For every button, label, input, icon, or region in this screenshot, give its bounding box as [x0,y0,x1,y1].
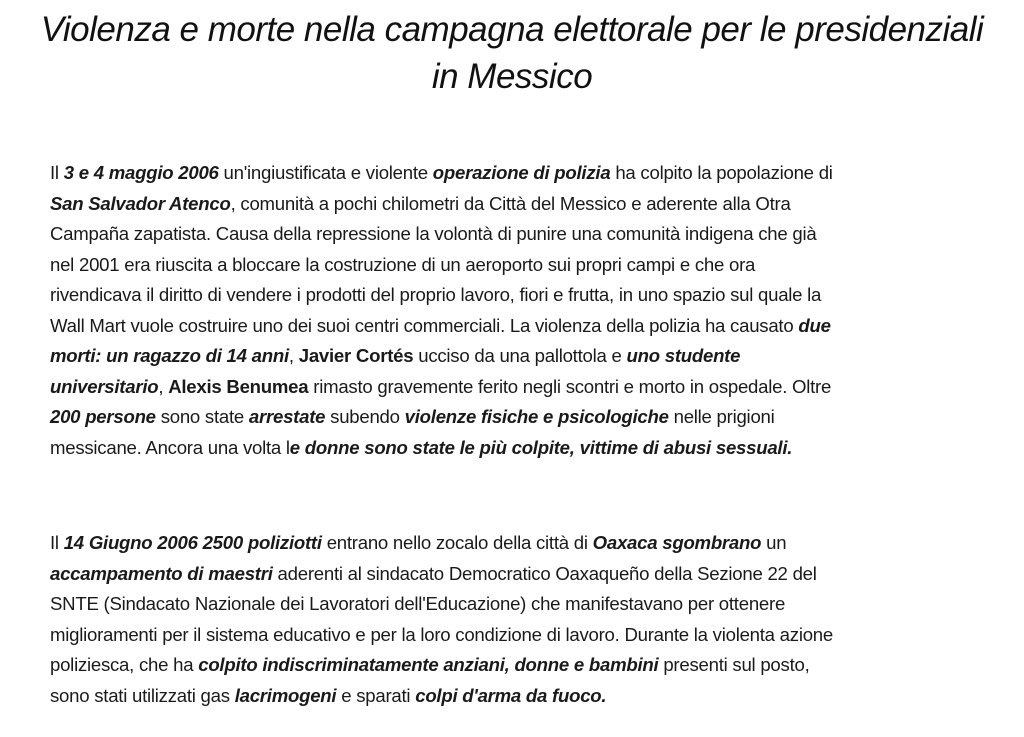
text-run: presenti sul posto, [658,654,810,675]
emphasis-place: Oaxaca sgombrano [592,532,762,553]
emphasis-text: violenze fisiche e psicologiche [404,406,669,427]
text-line [50,158,980,189]
text-line: rivendicava il diritto di vendere i prodotti del proprio lavoro, fiori e frutta, in uno spazio sul quale la [50,284,822,305]
emphasis-text: arrestate [248,406,326,427]
text-line [50,372,980,403]
text-run: Il [50,532,64,553]
text-run: sono state [155,406,249,427]
text-line [50,528,980,559]
text-run: e sparati [336,684,416,706]
text-run: rimasto gravemente ferito negli scontri e morto in ospedale. Oltre [308,375,832,397]
emphasis-text: colpi d'arma da fuoco. [415,684,607,706]
emphasis-text: due [798,314,831,336]
text-line [50,311,980,342]
text-line: Campaña zapatista. Causa della repressione la volontà di punire una comunità indigena che già [50,223,817,244]
text-line [50,189,980,220]
paragraph-atenco [50,158,980,463]
text-run: entrano nello zocalo della città di [321,532,593,553]
text-run: poliziesca, che ha [50,654,199,675]
text-line [50,650,980,681]
emphasis-text: e donne sono state le più colpite, vittime di abusi sessuali. [289,436,793,458]
emphasis-date: 14 Giugno 2006 2500 poliziotti [63,532,322,553]
paragraph-oaxaca [50,528,980,711]
text-run: ucciso da una pallottola e [413,345,627,366]
text-line [50,433,980,464]
text-run: subendo [325,406,405,427]
text-run: un [761,532,787,553]
emphasis-text: uno studente [626,345,741,366]
text-run: Wall Mart vuole costruire uno dei suoi centri commerciali. La violenza della polizia ha causato [50,314,799,336]
emphasis-text: lacrimogeni [234,684,337,706]
emphasis-text: accampamento di maestri [50,562,273,584]
emphasis-text: morti: un ragazzo di 14 anni [50,345,289,366]
document-title [0,6,1024,100]
text-run: un'ingiustificata e violente [218,162,433,183]
emphasis-date: 3 e 4 maggio 2006 [63,162,219,183]
emphasis-place: San Salvador Atenco [50,192,231,214]
text-run: , [288,345,299,366]
emphasis-text: colpito indiscriminatamente anziani, donne e bambini [198,654,659,675]
text-run: nelle prigioni [668,406,775,427]
emphasis-text: 200 persone [50,406,156,427]
text-run: , [158,375,169,397]
text-run: sono stati utilizzati gas [50,684,235,706]
text-line: SNTE (Sindacato Nazionale dei Lavoratori dell'Educazione) che manifestavano per ottenere [50,593,786,614]
text-line [50,681,980,712]
text-line [50,341,980,372]
emphasis-name: Alexis Benumea [168,375,309,397]
text-run: , comunità a pochi chilometri da Città del Messico e aderente alla Otra [230,192,791,214]
text-run: messicane. Ancora una volta l [50,436,290,458]
emphasis-text: operazione di polizia [432,162,611,183]
title-line-2: in Messico [431,57,593,96]
text-run: ha colpito la popolazione di [610,162,833,183]
emphasis-name: Javier Cortés [298,345,414,366]
title-line-1: Violenza e morte nella campagna elettorale per le presidenziali [40,10,984,49]
text-run: Il [50,162,64,183]
text-line: miglioramenti per il sistema educativo e per la loro condizione di lavoro. Durante la violenta azione [50,623,833,645]
text-line: nel 2001 era riuscita a bloccare la costruzione di un aeroporto sui propri campi e che ora [50,253,756,275]
text-run: aderenti al sindacato Democratico Oaxaqueño della Sezione 22 del [272,562,817,584]
text-line [50,559,980,590]
text-line [50,402,980,433]
emphasis-text: universitario [50,375,159,397]
